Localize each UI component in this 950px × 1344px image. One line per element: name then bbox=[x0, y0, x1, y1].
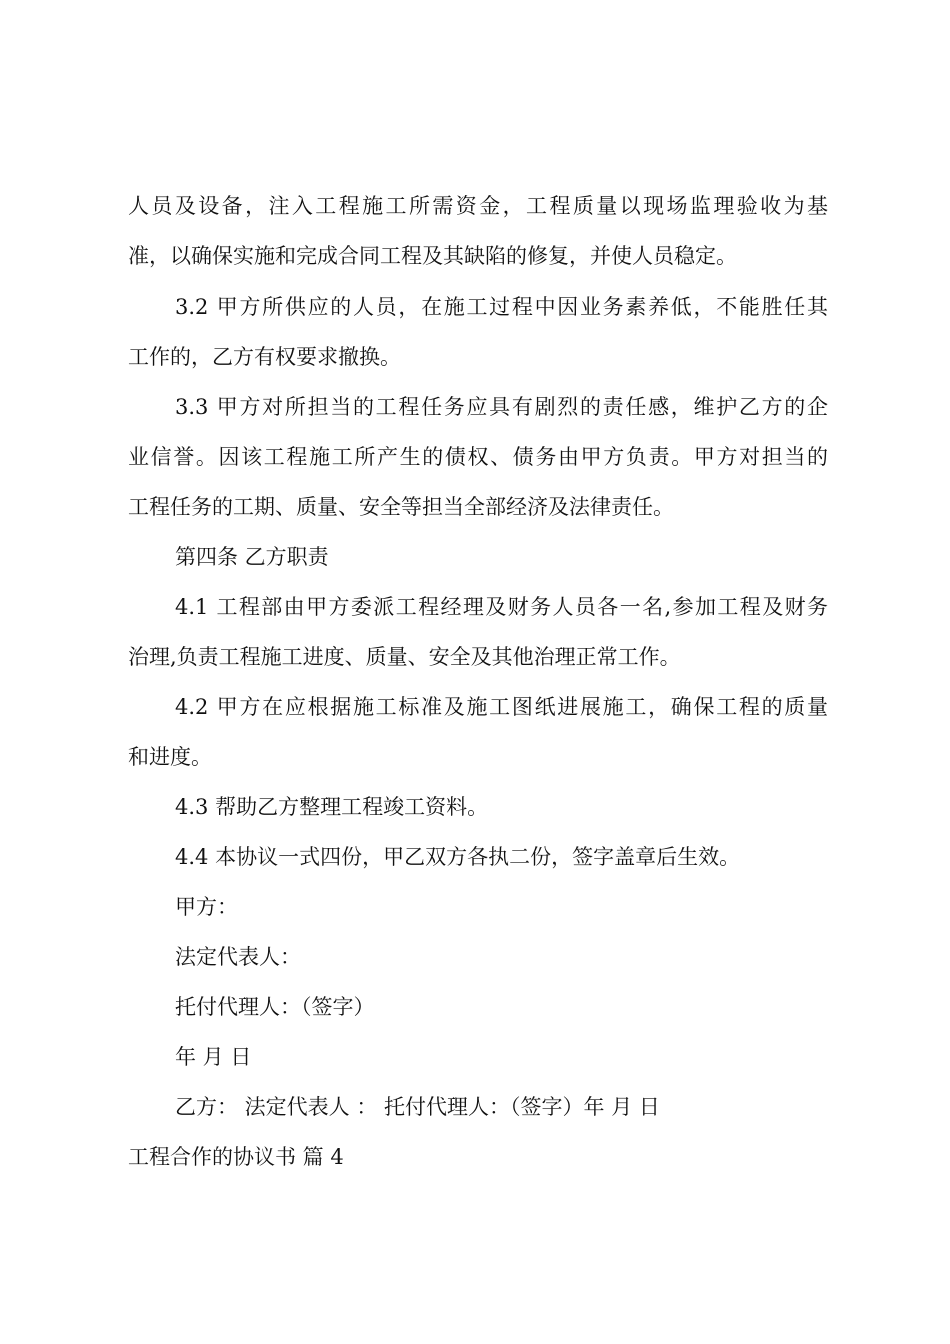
paragraph-line: 准，以确保实施和完成合同工程及其缺陷的修复，并使人员稳定。 bbox=[128, 244, 737, 268]
section-title: 工程合作的协议书 篇 4 bbox=[128, 1145, 344, 1169]
paragraph-line: 4.1 工程部由甲方委派工程经理及财务人员各一名,参加工程及财务 bbox=[175, 595, 828, 619]
paragraph-line: 和进度。 bbox=[128, 745, 212, 769]
paragraph-line: 工作的，乙方有权要求撤换。 bbox=[128, 345, 401, 369]
paragraph-line: 治理,负责工程施工进度、质量、安全及其他治理正常工作。 bbox=[128, 645, 681, 669]
paragraph-line: 4.4 本协议一式四份，甲乙双方各执二份，签字盖章后生效。 bbox=[175, 845, 741, 869]
date-label: 年 月 日 bbox=[175, 1045, 252, 1069]
party-b-signature-line: 乙方： 法定代表人 ： 托付代理人：（签字）年 月 日 bbox=[175, 1095, 660, 1119]
paragraph-line: 人员及设备，注入工程施工所需资金，工程质量以现场监理验收为基 bbox=[128, 194, 828, 218]
party-a-label: 甲方： bbox=[175, 895, 238, 919]
legal-representative-label: 法定代表人： bbox=[175, 945, 301, 969]
paragraph-line: 3.2 甲方所供应的人员，在施工过程中因业务素养低，不能胜任其 bbox=[175, 295, 828, 319]
paragraph-line: 业信誉。因该工程施工所产生的债权、债务由甲方负责。甲方对担当的 bbox=[128, 445, 828, 469]
paragraph-line: 3.3 甲方对所担当的工程任务应具有剧烈的责任感，维护乙方的企 bbox=[175, 395, 828, 419]
paragraph-line: 4.3 帮助乙方整理工程竣工资料。 bbox=[175, 795, 489, 819]
agent-signature-label: 托付代理人：（签字） bbox=[175, 995, 375, 1019]
section-heading: 第四条 乙方职责 bbox=[175, 545, 329, 569]
paragraph-line: 4.2 甲方在应根据施工标准及施工图纸进展施工，确保工程的质量 bbox=[175, 695, 828, 719]
paragraph-line: 工程任务的工期、质量、安全等担当全部经济及法律责任。 bbox=[128, 495, 674, 519]
